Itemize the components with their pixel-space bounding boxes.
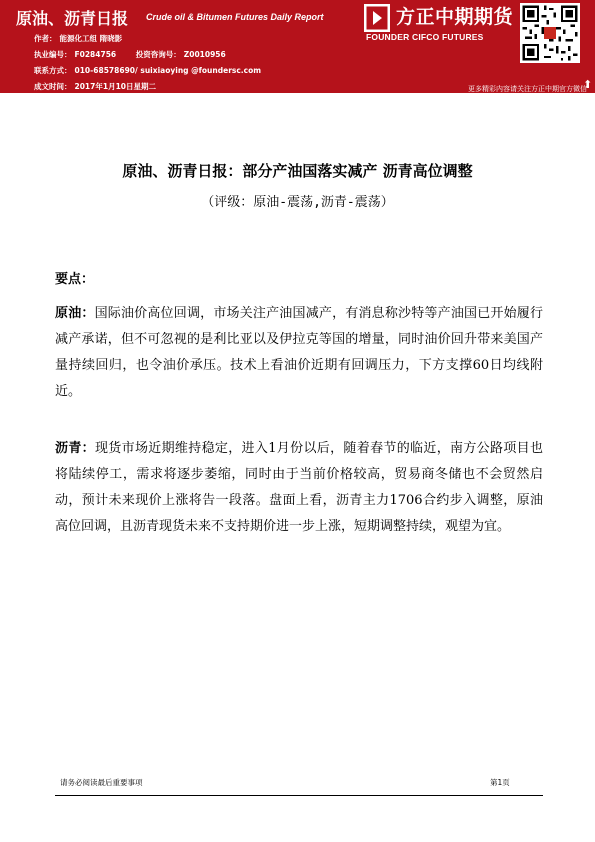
page-number: 第1页	[490, 778, 510, 787]
rating-line: （评级：原油-震荡,沥青-震荡）	[201, 195, 394, 210]
up-arrow-icon: ⬆	[583, 78, 593, 91]
author-value: 能源化工组 隋晓影	[59, 34, 123, 43]
company-logo-english: FOUNDER CIFCO FUTURES	[366, 32, 484, 42]
license-value: F0284756	[74, 50, 117, 59]
footer-divider	[55, 795, 543, 796]
report-title: 原油、沥青日报	[16, 9, 129, 28]
author-label: 作者：	[34, 34, 57, 43]
bitumen-label: 沥青：	[55, 441, 95, 456]
wechat-follow-note: 更多精彩内容请关注方正中期官方微信	[468, 85, 587, 93]
report-header-banner	[0, 0, 595, 93]
consult-label: 投资咨询号：	[135, 50, 181, 59]
key-points-heading: 要点：	[55, 272, 95, 287]
founder-logo-icon	[364, 4, 390, 32]
date-label: 成文时间：	[34, 82, 72, 91]
date-value: 2017年1月10日星期二	[74, 82, 157, 91]
crude-oil-label: 原油：	[55, 306, 95, 321]
bitumen-text: 现货市场近期维持稳定，进入1月份以后，随着春节的临近，南方公路项目也将陆续停工，需求将逐步萎缩，同时由于当前价格较高，贸易商冬储也不会贸然启动，预计未来现价上涨将告一段落。盘面上看，沥青主力1706合约步入调整，原油高位回调，且沥青现货未来不支持期价进一步上涨，短期调整持续，观望为宜。	[55, 441, 543, 534]
license-line	[34, 49, 229, 60]
license-label: 执业编号：	[34, 50, 72, 59]
footer-notice: 请务必阅读最后重要事项	[60, 778, 143, 787]
date-line	[34, 81, 159, 92]
wechat-qr-code	[520, 3, 580, 63]
consult-value: Z0010956	[183, 50, 226, 59]
document-title: 原油、沥青日报：部分产油国落实减产 沥青高位调整	[122, 162, 473, 180]
report-subtitle: Crude oil & Bitumen Futures Daily Report	[146, 12, 324, 22]
contact-label: 联系方式：	[34, 66, 72, 75]
bitumen-paragraph	[55, 436, 543, 540]
author-line	[34, 33, 125, 44]
crude-oil-text: 国际油价高位回调，市场关注产油国减产，有消息称沙特等产油国已开始履行减产承诺，但不可忽视的是利比亚以及伊拉克等国的增量，同时油价回升带来美国产量持续回归，也令油价承压。技术上看油价近期有回调压力，下方支撑60日均线附近。	[55, 306, 543, 399]
crude-oil-paragraph	[55, 301, 543, 405]
contact-value: 010-68578690/ suixiaoying @foundersc.com	[74, 66, 262, 75]
company-logo-name: 方正中期期货	[396, 6, 514, 28]
contact-line	[34, 65, 264, 76]
